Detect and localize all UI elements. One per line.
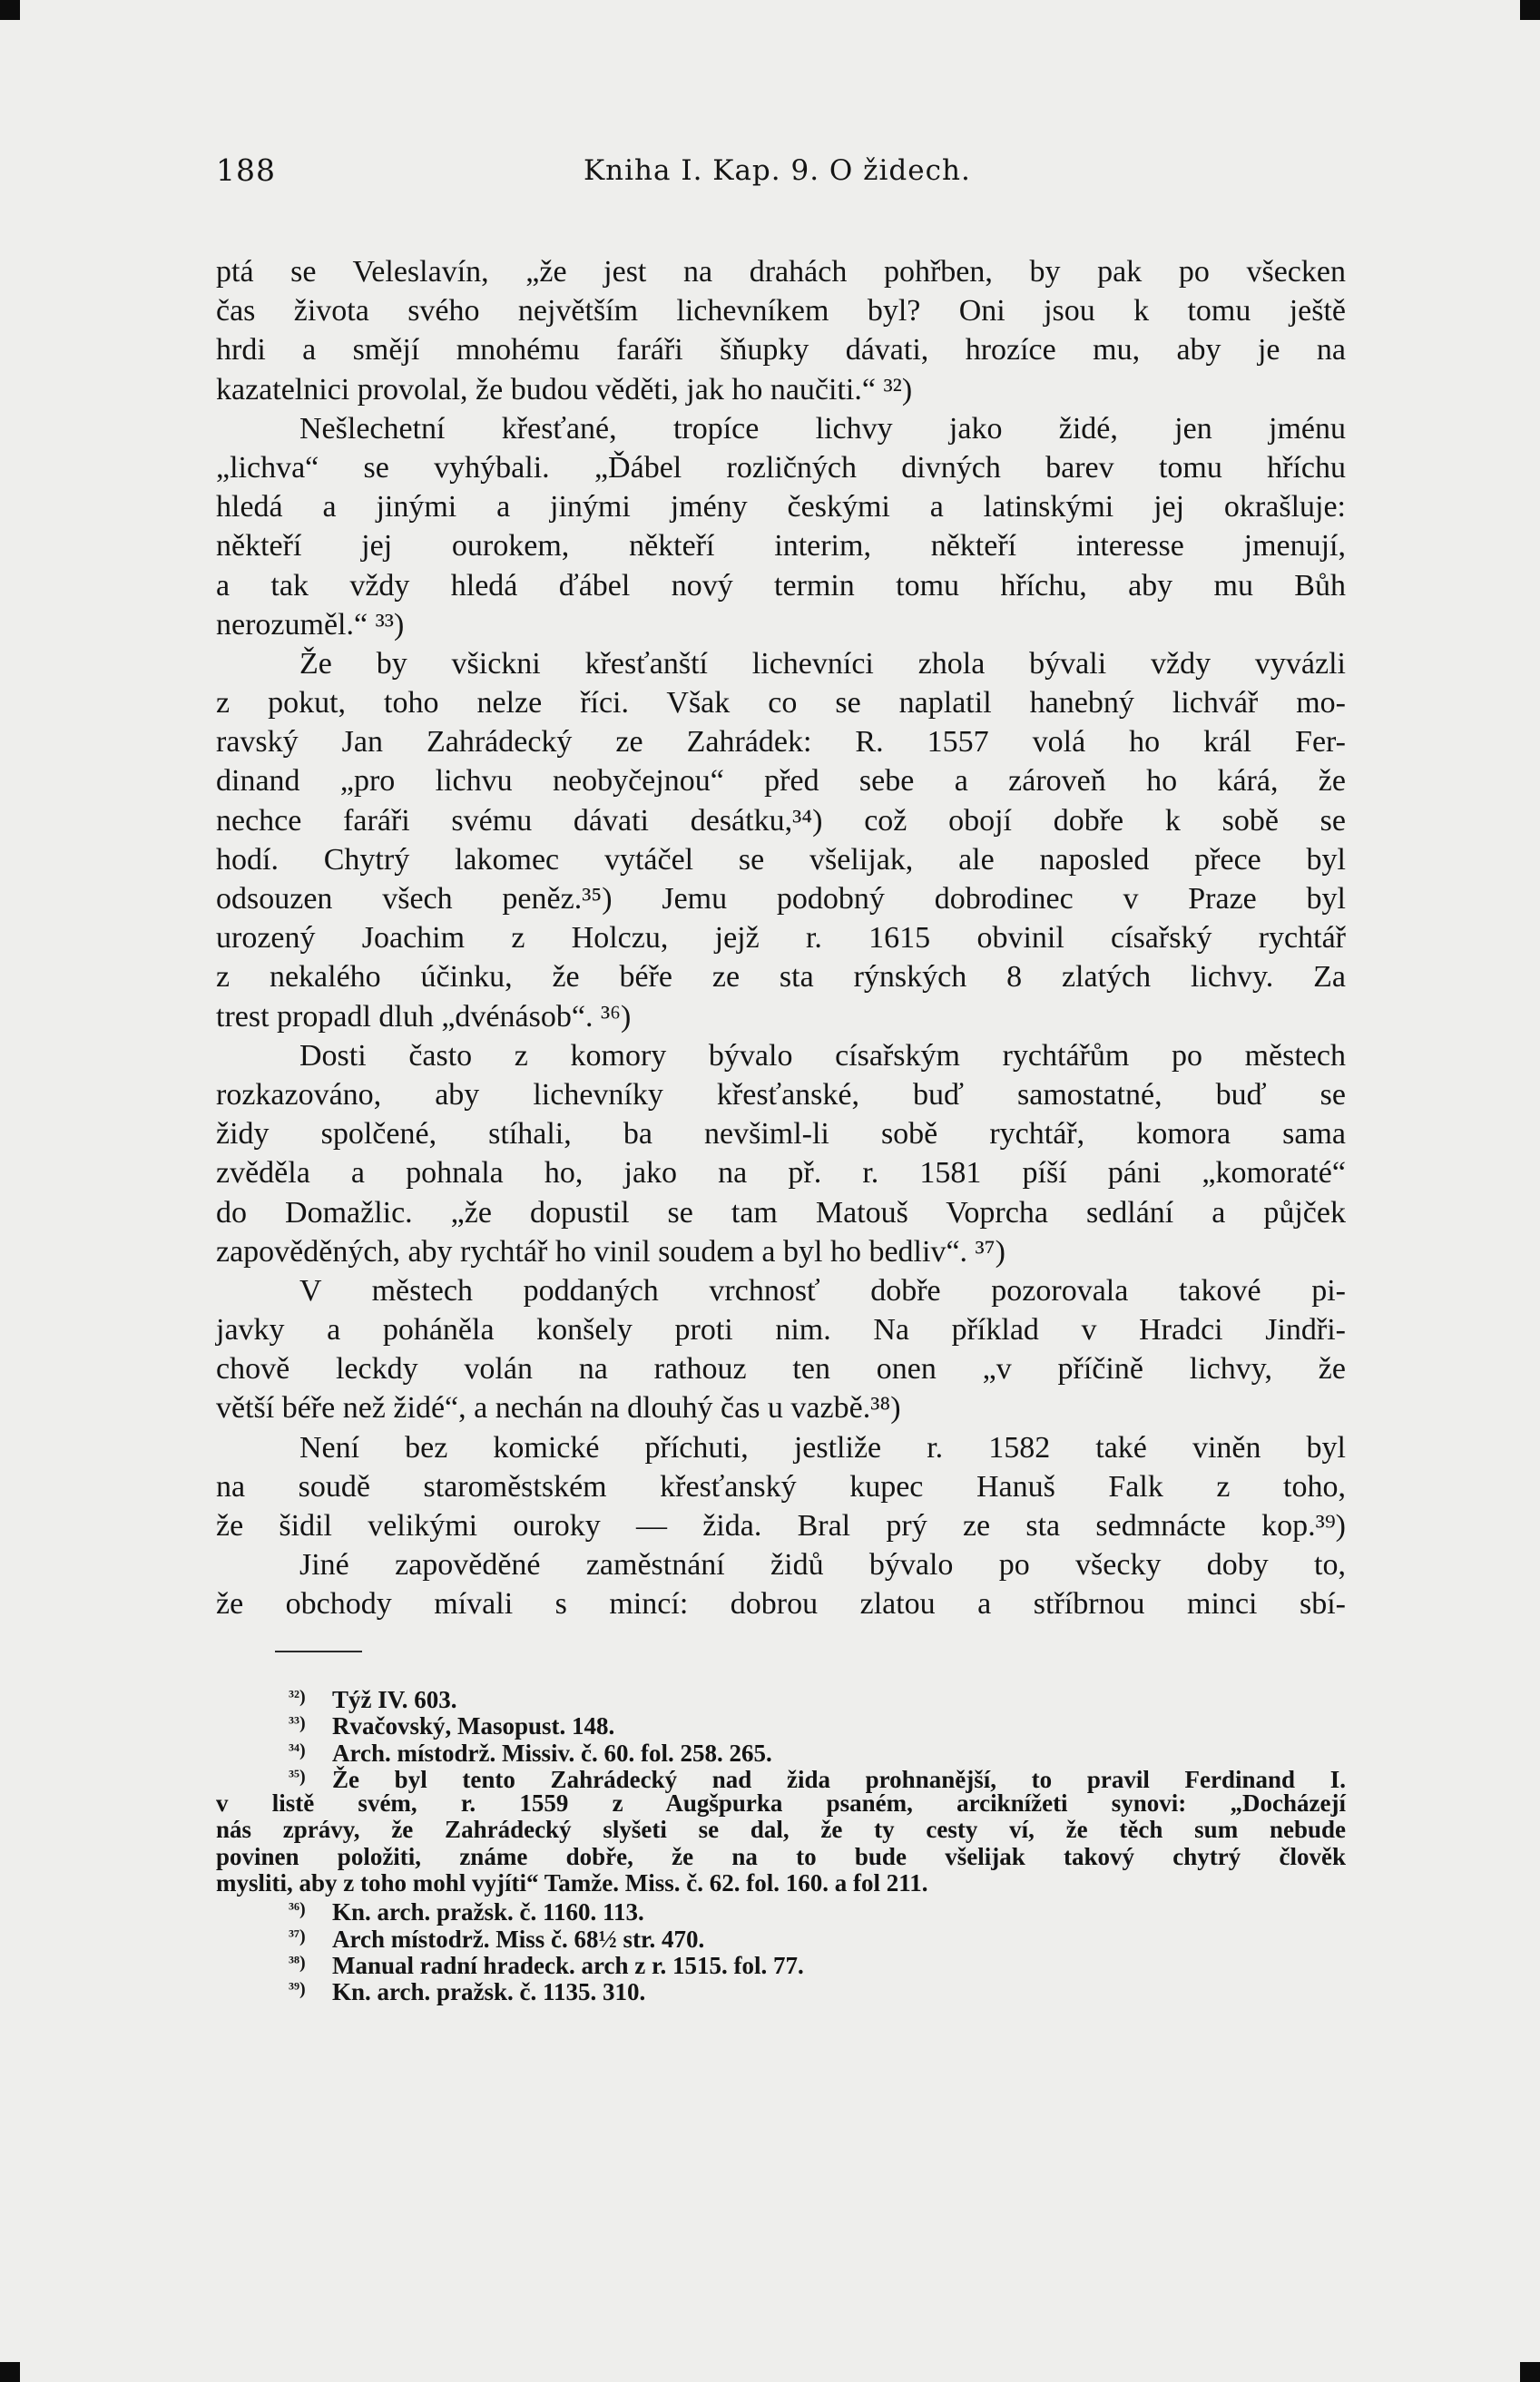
footnote-text: Kn. arch. pražsk. č. 1135. 310. <box>332 1978 646 2006</box>
text-line: dinand „pro lichvu neobyčejnou“ před sebe a zároveň ho kárá, že <box>216 764 1346 799</box>
footnote-marker: ³⁵) <box>289 1766 306 1787</box>
footnote-text: mysliti, aby z toho mohl vyjíti“ Tamže. Miss. č. 62. fol. 160. a fol 211. <box>216 1869 928 1897</box>
text-line: odsouzen všech peněz.³⁵) Jemu podobný dobrodinec v Praze byl <box>216 882 1346 916</box>
text-line: nerozuměl.“ ³³) <box>216 607 405 642</box>
text-line: na soudě staroměstském křesťanský kupec Hanuš Falk z toho, <box>216 1469 1346 1504</box>
text-line: že šidil velikými ouroky — žida. Bral prý ze sta sedmnácte kop.³⁹) <box>216 1509 1346 1543</box>
text-line: hledá a jinými a jinými jmény českými a latinskými jej okrašluje: <box>216 490 1346 524</box>
footnote-text: Že byl tento Zahrádecký nad žida prohnanější, to pravil Ferdinand I. <box>332 1765 1346 1793</box>
scan-corner-bottom-left <box>0 2362 20 2382</box>
footnote-text: Rvačovský, Masopust. 148. <box>332 1712 615 1740</box>
footnote-marker: ³⁹) <box>289 1979 306 2000</box>
footnote <box>216 1924 1346 1953</box>
footnote-text: nás zprávy, že Zahrádecký slyšeti se dal, že ty cesty ví, že těch sum nebude <box>216 1816 1346 1844</box>
page-number: 188 <box>216 152 276 188</box>
footnote-rule <box>275 1651 362 1652</box>
footnote <box>216 1764 1346 1897</box>
text-line: do Domažlic. „že dopustil se tam Matouš Voprcha sedlání a půjček <box>216 1195 1346 1230</box>
text-line: kazatelnici provolal, že budou věděti, jak ho naučiti.“ ³²) <box>216 372 913 407</box>
scan-corner-top-right <box>1520 0 1540 20</box>
text-line: že obchody mívali s mincí: dobrou zlatou a stříbrnou minci sbí- <box>216 1587 1346 1622</box>
text-line: V městech poddaných vrchnosť dobře pozorovala takové pi- <box>299 1273 1346 1308</box>
text-line: urozený Joachim z Holczu, jejž r. 1615 obvinil císařský rychtář <box>216 921 1346 956</box>
text-line: čas života svého největším lichevníkem byl? Oni jsou k tomu ještě <box>216 294 1346 328</box>
text-line: větší béře než židé“, a nechán na dlouhý čas u vazbě.³⁸) <box>216 1391 901 1426</box>
footnote-marker: ³²) <box>289 1687 306 1707</box>
text-line: Dosti často z komory bývalo císařským rychtářům po městech <box>299 1038 1346 1073</box>
footnote <box>216 1897 1346 1926</box>
text-line: chově leckdy volán na rathouz ten onen „v příčině lichvy, že <box>216 1352 1346 1387</box>
text-line: ptá se Veleslavín, „že jest na drahách pohřben, by pak po všecken <box>216 255 1346 289</box>
footnote-text: v listě svém, r. 1559 z Augšpurka psaném, arciknížeti synovi: „Docházejí <box>216 1789 1346 1818</box>
text-line: zapověděných, aby rychtář ho vinil soudem a byl ho bedliv“. ³⁷) <box>216 1234 1005 1269</box>
text-line: z pokut, toho nelze říci. Však co se naplatil hanebný lichvář mo- <box>216 686 1346 720</box>
footnotes <box>216 1684 1346 2004</box>
text-line: Není bez komické příchuti, jestliže r. 1582 také viněn byl <box>299 1430 1346 1465</box>
scan-corner-bottom-right <box>1520 2362 1540 2382</box>
footnote-text: Arch místodrž. Miss č. 68½ str. 470. <box>332 1925 705 1953</box>
footnote-marker: ³⁴) <box>289 1740 306 1760</box>
text-line: z nekalého účinku, že béře ze sta rýnských 8 zlatých lichvy. Za <box>216 960 1346 995</box>
footnote-text: povinen položiti, známe dobře, že na to bude všelijak takový chytrý člověk <box>216 1842 1346 1870</box>
footnote-text: Arch. místodrž. Missiv. č. 60. fol. 258. 265. <box>332 1739 772 1767</box>
text-line: javky a poháněla konšely proti nim. Na příklad v Hradci Jindři- <box>216 1313 1346 1348</box>
text-line: Jiné zapověděné zaměstnání židů bývalo po všecky doby to, <box>299 1548 1346 1583</box>
footnote-text: Manual radní hradeck. arch z r. 1515. fol. 77. <box>332 1951 804 1979</box>
footnote-marker: ³⁶) <box>289 1899 306 1920</box>
text-line: hodí. Chytrý lakomec vytáčel se všelijak, ale naposled přece byl <box>216 842 1346 877</box>
text-line: židy spolčené, stíhali, ba nevšiml-li sobě rychtář, komora sama <box>216 1117 1346 1152</box>
footnote <box>216 1711 1346 1740</box>
text-line: trest propadl dluh „dvénásob“. ³⁶) <box>216 999 632 1034</box>
text-line: Nešlechetní křesťané, tropíce lichvy jako židé, jen jménu <box>299 411 1346 446</box>
footnote <box>216 1950 1346 1979</box>
text-line: nechce faráři svému dávati desátku,³⁴) což obojí dobře k sobě se <box>216 803 1346 838</box>
footnote <box>216 1738 1346 1767</box>
text-line: zvěděla a pohnala ho, jako na př. r. 1581 píší páni „komoraté“ <box>216 1156 1346 1191</box>
footnote-text: Týž IV. 603. <box>332 1686 457 1713</box>
footnote-marker: ³³) <box>289 1713 306 1734</box>
text-line: rozkazováno, aby lichevníky křesťanské, buď samostatné, buď se <box>216 1077 1346 1112</box>
scan-corner-top-left <box>0 0 20 20</box>
running-head: Kniha I. Kap. 9. O židech. <box>584 154 971 187</box>
text-line: někteří jej ourokem, někteří interim, někteří interesse jmenují, <box>216 529 1346 564</box>
footnote-text: Kn. arch. pražsk. č. 1160. 113. <box>332 1898 644 1926</box>
footnote <box>216 1976 1346 2006</box>
footnote-marker: ³⁷) <box>289 1926 306 1946</box>
footnote <box>216 1684 1346 1711</box>
text-line: a tak vždy hledá ďábel nový termin tomu hříchu, aby mu Bůh <box>216 568 1346 603</box>
text-line: hrdi a smějí mnohému faráři šňupky dávati, hrozíce mu, aby je na <box>216 333 1346 368</box>
footnote-marker: ³⁸) <box>289 1952 306 1973</box>
text-line: Že by všickni křesťanští lichevníci zhola bývali vždy vyvázli <box>299 646 1346 681</box>
text-line: „lichva“ se vyhýbali. „Ďábel rozličných divných barev tomu hříchu <box>216 450 1346 485</box>
body-text <box>216 252 1346 1624</box>
page-header <box>216 152 1346 192</box>
text-line: ravský Jan Zahrádecký ze Zahrádek: R. 1557 volá ho král Fer- <box>216 725 1346 760</box>
